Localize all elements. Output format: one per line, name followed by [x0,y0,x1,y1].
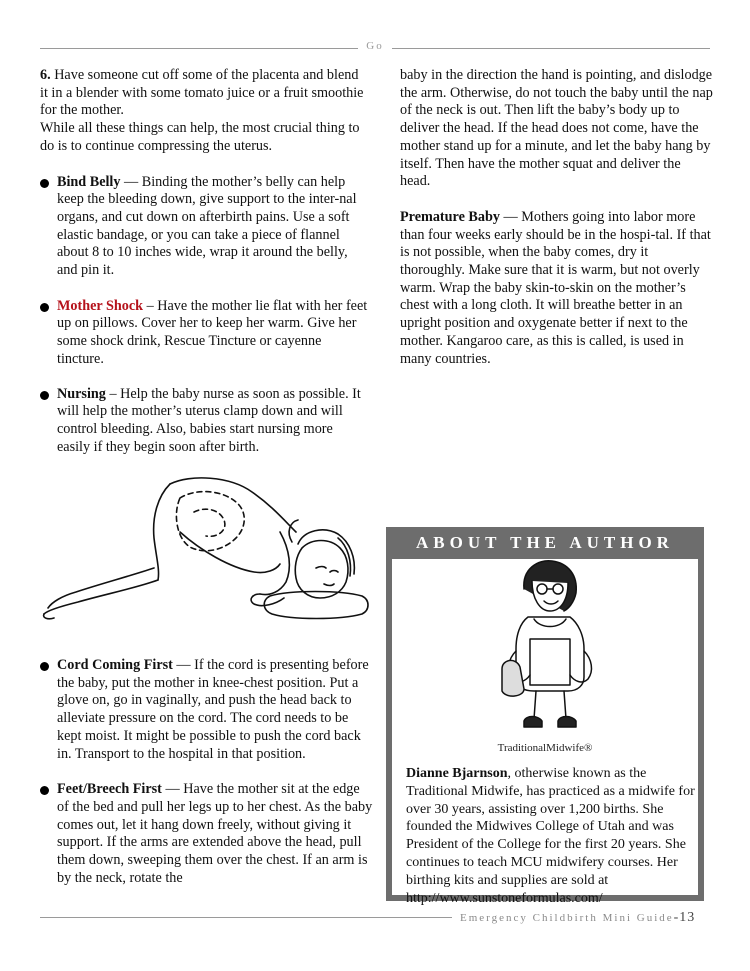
item-6 [40,67,368,120]
item-6-text: Have someone cut off some of the placenta and blend it in a blender with some tomato juice or a fruit smoothie for the mother. [40,67,364,119]
nursing-term: Nursing [57,385,106,402]
about-author-box [386,527,704,906]
nursing-text: – Help the baby nurse as soon as possible. It will help the mother’s uterus clamp down and will control bleeding. Also, babies start nursing more easily if they begin soon after birth. [57,385,361,455]
author-bio [406,765,696,907]
bullet-icon [40,786,49,795]
premature-baby-text: — Mothers going into labor more than four weeks early should be in the hospi-tal. If that is not possible, when the baby comes, dry it thoroughly. Make sure that it is warm, but not overly warm. Wrap the baby skin-to-skin on the mother’s chest with a long cloth. It will breathe better in an upright position and oxygenate better if next to the mother. Kangaroo care, as this is called, is used in many countries. [400,208,711,367]
header-label: Go [366,40,384,52]
item-6-number: 6. [40,67,51,83]
bullet-icon [40,391,49,400]
cord-coming-first-text: — If the cord is presenting before the baby, put the mother in knee-chest position. Put a glove on, go in vaginally, and push the head back to alleviate pressure on the cord. The cord needs to be kept moist. It might be possible to push the cord back in. Transport to the hospital in that position. [57,657,369,762]
bullet-icon [40,303,49,312]
bind-belly-text: — Binding the mother’s belly can help keep the bleeding down, give support to the inter-nal organs, and cut down on afterbirth pains. Use a soft elastic bandage, or you can take a piece of flannel about 8 to 10 inches wide, wrap it around the belly, and pin it. [57,173,357,279]
footer-guide-title: Emergency Childbirth Mini Guide [460,912,674,924]
mother-shock-text: – Have the mother lie flat with her feet up on pillows. Cover her to keep her warm. Give her some shock drink, Rescue Tincture or cayenne tincture. [57,297,368,367]
crucial-paragraph: While all these things can help, the most crucial thing to do is to continue compressing the uterus. [40,120,360,154]
bind-belly-term: Bind Belly [57,173,121,190]
right-column [400,67,714,368]
bullet-icon [40,662,49,671]
breech-first-item [40,781,375,887]
bullet-icon [40,179,49,188]
midwife-caricature-illustration [494,559,604,739]
top-rule-right [392,48,710,49]
cord-coming-first-term: Cord Coming First [57,657,173,673]
bottom-left-column [40,657,375,887]
traditional-midwife-logo: TraditionalMidwife® [497,742,593,754]
footer [460,910,695,926]
author-bio-text: , otherwise known as the Traditional Midwife, has practiced as a midwife for over 30 years, assisting over 1,200 births. She founded the Midwives College of Utah and was President of the College for the first 20 years. She continues to teach MCU midwifery courses. Her birthing kits and supplies are sold at http://www.sunstoneformulas.com/ [406,766,695,906]
premature-baby-paragraph [400,209,714,368]
breech-first-text: — Have the mother sit at the edge of the bed and pull her legs up to her chest. As the baby comes out, let it hang down freely, without giving it support. If the arms are extended above the head, pull them down, sweeping them over the chest. If an arm is by the neck, rotate the [57,781,373,886]
top-rule-left [40,48,358,49]
breech-first-term: Feet/Breech First [57,781,162,798]
nursing-item [40,386,368,457]
mother-shock-item [40,298,368,369]
author-name: Dianne Bjarnson [406,766,508,781]
footer-rule [40,917,452,918]
premature-baby-term: Premature Baby [400,208,500,225]
bind-belly-item [40,174,368,280]
page-number: -13 [673,910,696,925]
about-author-content [392,559,698,906]
breech-continuation: baby in the direction the hand is pointing, and dislodge the arm. Otherwise, do not touch the baby until the nap of the neck is out. Then lift the baby’s body up to deliver the head. If the head does not come, have the mother stand up for a minute, and let the baby hang by itself. Then have the mother squat and deliver the head. [400,67,713,190]
left-column [40,67,368,456]
cord-coming-first-item [40,657,375,763]
mother-shock-link[interactable]: Mother Shock [57,297,144,314]
about-author-title: ABOUT THE AUTHOR [416,533,674,552]
knee-chest-position-illustration [40,472,372,624]
